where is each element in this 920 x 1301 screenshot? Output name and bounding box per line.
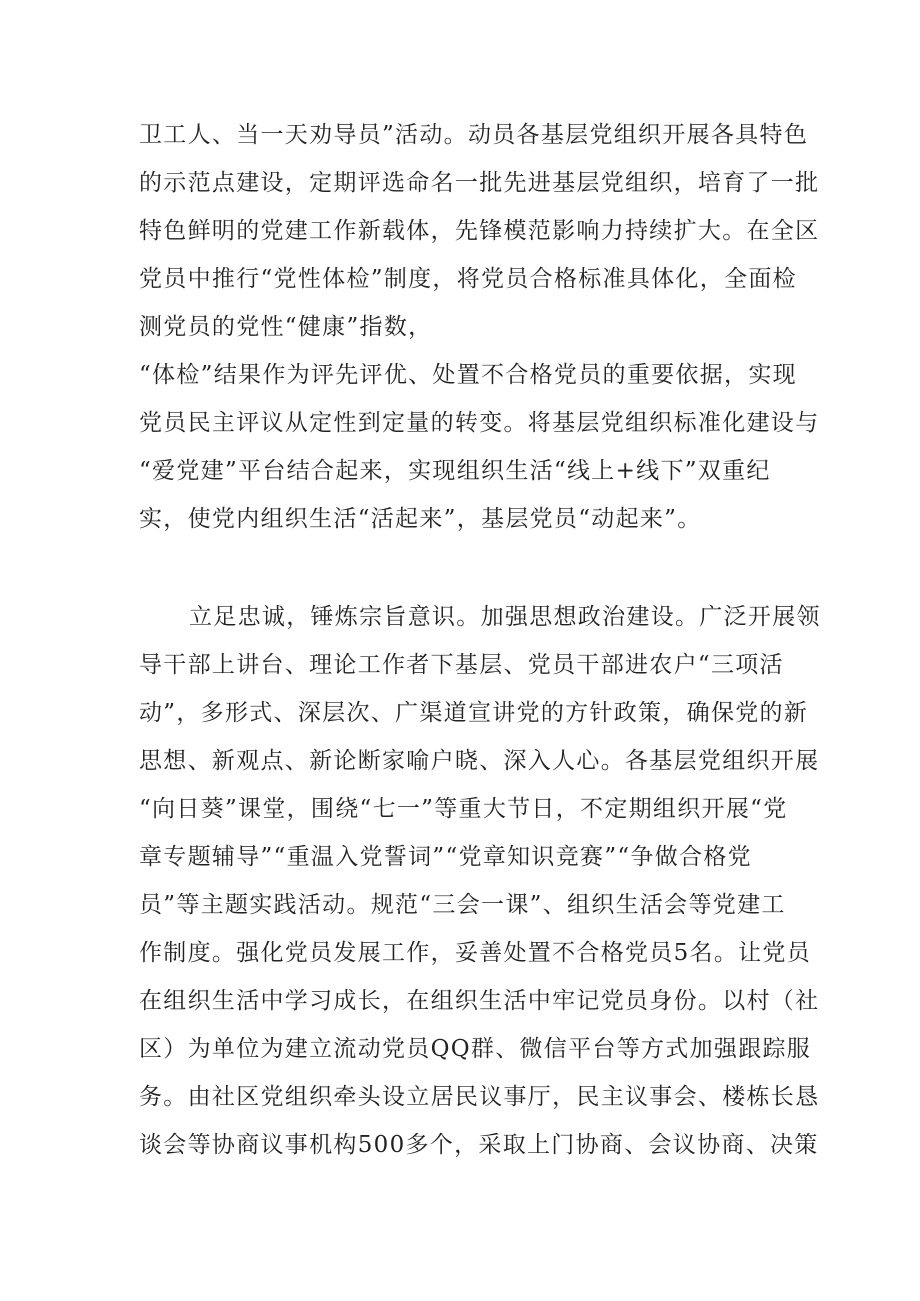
text-line: 立足忠诚，锤炼宗旨意识。加强思想政治建设。广泛开展领: [189, 604, 821, 630]
text-line: “爱党建”平台结合起来，实现组织生活“线上+线下”双重纪: [139, 458, 771, 484]
text-line: 卫工人、当一天劝导员”活动。动员各基层党组织开展各具特色: [139, 122, 809, 148]
text-line: 测党员的党性“健康”指数，: [139, 314, 433, 340]
text-line: 党员中推行“党性体检”制度，将党员合格标准具体化，全面检: [139, 266, 797, 292]
paragraph-party-inspection: [139, 111, 819, 543]
text-line: 务。由社区党组织牵头设立居民议事厅，民主议事会、楼栋长恳: [139, 1084, 820, 1110]
text-line: 作制度。强化党员发展工作，妥善处置不合格党员5名。让党员: [139, 940, 812, 966]
text-line: 的示范点建设，定期评选命名一批先进基层党组织，培育了一批: [139, 170, 820, 196]
text-line: 区）为单位为建立流动党员QQ群、微信平台等方式加强跟踪服: [139, 1036, 812, 1062]
text-line: “体检”结果作为评先评优、处置不合格党员的重要依据，实现: [139, 362, 797, 388]
text-line: 导干部上讲台、理论工作者下基层、党员干部进农户“三项活: [139, 652, 784, 678]
text-line: “向日葵”课堂，围绕“七一”等重大节日，不定期组织开展“党: [139, 796, 788, 822]
text-line: 特色鲜明的党建工作新载体，先锋模范影响力持续扩大。在全区: [139, 218, 820, 244]
text-line: 章专题辅导”“重温入党誓词”“党章知识竞赛”“争做合格党: [139, 844, 752, 870]
text-line: 在组织生活中学习成长，在组织生活中牢记党员身份。以村（社: [139, 988, 820, 1014]
text-line: 员”等主题实践活动。规范“三会一课”、组织生活会等党建工: [139, 892, 786, 918]
text-line: 实，使党内组织生活“活起来”，基层党员“动起来”。: [139, 506, 702, 532]
text-line: 动”，多形式、深层次、广渠道宣讲党的方针政策，确保党的新: [139, 700, 809, 726]
text-line: 思想、新观点、新论断家喻户晓、深入人心。各基层党组织开展: [139, 748, 820, 774]
text-line: 谈会等协商议事机构500多个，采取上门协商、会议协商、决策: [139, 1132, 819, 1158]
text-line: 党员民主评议从定性到定量的转变。将基层党组织标准化建设与: [139, 410, 820, 436]
paragraph-loyalty-purpose: [139, 593, 821, 1169]
